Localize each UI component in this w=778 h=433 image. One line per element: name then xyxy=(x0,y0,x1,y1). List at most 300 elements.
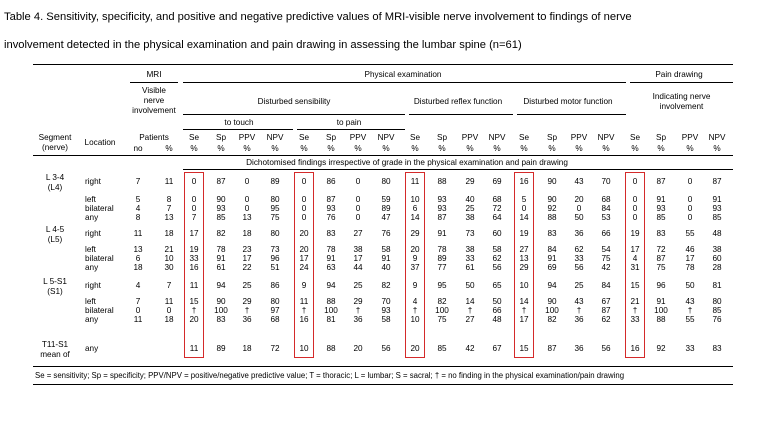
table-cell: 0 xyxy=(191,177,197,186)
table-cell: † xyxy=(301,306,307,315)
table-cell: 80 xyxy=(270,297,280,306)
header-to-touch: to touch xyxy=(224,118,254,127)
table-cell: 100 xyxy=(545,306,559,315)
table-cell: 6 xyxy=(135,254,141,263)
header-patients-no: no xyxy=(133,144,143,153)
table-cell: 5 xyxy=(521,195,527,204)
table-cell: 86 xyxy=(326,177,336,186)
table-cell: 36 xyxy=(574,229,584,238)
metric-header-18: PPV xyxy=(681,133,699,142)
table-cell: 36 xyxy=(242,315,252,324)
table-cell: 38 xyxy=(465,213,475,222)
se-highlight-box xyxy=(625,172,645,358)
metric-header-11: NPV xyxy=(488,133,506,142)
table-cell: 14 xyxy=(519,213,529,222)
table-cell: 19 xyxy=(189,245,199,254)
table-cell: 78 xyxy=(216,245,226,254)
table-cell: 87 xyxy=(437,213,447,222)
table-cell: 56 xyxy=(381,344,391,353)
table-cell: 0 xyxy=(355,213,361,222)
table-cell: 9 xyxy=(301,281,307,290)
rule-disturbed-reflex xyxy=(409,114,513,115)
table-cell: 75 xyxy=(270,213,280,222)
header-disturbed-reflex-function: Disturbed reflex function xyxy=(413,97,503,106)
table-cell: 78 xyxy=(685,263,695,272)
table-cell: 62 xyxy=(492,254,502,263)
row-location: bilateral xyxy=(85,254,114,263)
table-cell: 40 xyxy=(465,195,475,204)
table-cell: 85 xyxy=(712,306,722,315)
table-cell: † xyxy=(191,306,197,315)
table-cell: 93 xyxy=(437,195,447,204)
table-cell: 62 xyxy=(601,315,611,324)
table-cell: 7 xyxy=(135,297,141,306)
table-cell: 81 xyxy=(326,315,336,324)
metric-header-15: NPV xyxy=(597,133,615,142)
table-cell: 46 xyxy=(685,245,695,254)
table-cell: 17 xyxy=(189,229,199,238)
table-cell: 4 xyxy=(632,254,638,263)
table-cell: 96 xyxy=(270,254,280,263)
table-cell: 40 xyxy=(381,263,391,272)
table-cell: 11 xyxy=(133,315,143,324)
table-cell: 69 xyxy=(492,177,502,186)
rule-mri xyxy=(130,82,178,83)
table-cell: 55 xyxy=(685,229,695,238)
se-highlight-box xyxy=(184,172,204,358)
metric-header-unit-2: % xyxy=(243,144,251,153)
table-cell: 18 xyxy=(133,263,143,272)
metric-header-10: PPV xyxy=(461,133,479,142)
table-cell: 0 xyxy=(135,306,141,315)
table-cell: 66 xyxy=(601,229,611,238)
table-cell: † xyxy=(632,306,638,315)
table-cell: 0 xyxy=(244,195,250,204)
rule-physical-examination xyxy=(183,82,626,83)
table-cell: 0 xyxy=(687,195,693,204)
metric-header-unit-14: % xyxy=(575,144,583,153)
table-cell: 70 xyxy=(381,297,391,306)
table-cell: 47 xyxy=(381,213,391,222)
table-cell: 55 xyxy=(685,315,695,324)
table-cell: 87 xyxy=(547,344,557,353)
table-cell: 42 xyxy=(601,263,611,272)
table-cell: 100 xyxy=(654,306,668,315)
table-cell: 94 xyxy=(547,281,557,290)
table-cell: 53 xyxy=(601,213,611,222)
table-cell: 0 xyxy=(687,204,693,213)
table-cell: 65 xyxy=(492,281,502,290)
table-cell: 91 xyxy=(381,254,391,263)
table-cell: 36 xyxy=(574,344,584,353)
table-cell: 43 xyxy=(574,297,584,306)
header-visible-nerve-involvement: Visible nerve involvement xyxy=(132,86,176,115)
table-cell: 10 xyxy=(519,281,529,290)
table-cell: 7 xyxy=(166,281,172,290)
table-cell: 17 xyxy=(353,254,363,263)
rule-to-touch xyxy=(183,129,293,130)
table-cell: 0 xyxy=(244,204,250,213)
table-cell: 4 xyxy=(412,297,418,306)
table-cell: 10 xyxy=(299,344,309,353)
table-cell: † xyxy=(244,306,250,315)
table-cell: 33 xyxy=(630,315,640,324)
table-cell: 95 xyxy=(270,204,280,213)
table-cell: 75 xyxy=(601,254,611,263)
table-cell: 93 xyxy=(381,306,391,315)
table-cell: 0 xyxy=(632,213,638,222)
metric-header-unit-3: % xyxy=(271,144,279,153)
rule-pain-drawing xyxy=(630,82,733,83)
table-cell: 92 xyxy=(656,344,666,353)
table-cell: 91 xyxy=(437,229,447,238)
table-cell: 31 xyxy=(630,263,640,272)
row-location: any xyxy=(85,263,99,272)
table-cell: 9 xyxy=(412,254,418,263)
table-cell: 68 xyxy=(492,195,502,204)
table-cell: 16 xyxy=(630,344,640,353)
table-cell: 76 xyxy=(381,229,391,238)
table-cell: 0 xyxy=(355,195,361,204)
table-cell: 0 xyxy=(521,204,527,213)
table-cell: 7 xyxy=(166,204,172,213)
table-cell: 88 xyxy=(326,297,336,306)
table-cell: 14 xyxy=(410,213,420,222)
table-cell: 54 xyxy=(601,245,611,254)
table-cell: 0 xyxy=(301,177,307,186)
table-cell: 58 xyxy=(381,245,391,254)
table-cell: 0 xyxy=(301,204,307,213)
table-cell: 67 xyxy=(601,297,611,306)
table-cell: 13 xyxy=(133,245,143,254)
table-cell: 36 xyxy=(353,315,363,324)
table-cell: 83 xyxy=(326,229,336,238)
table-cell: 14 xyxy=(465,297,475,306)
table-cell: 7 xyxy=(191,213,197,222)
metric-header-unit-10: % xyxy=(466,144,474,153)
table-cell: 16 xyxy=(519,177,529,186)
table-cell: 20 xyxy=(299,245,309,254)
table-cell: 82 xyxy=(547,315,557,324)
table-cell: 24 xyxy=(299,263,309,272)
table-cell: 67 xyxy=(492,344,502,353)
metric-header-unit-9: % xyxy=(438,144,446,153)
table-cell: 78 xyxy=(326,245,336,254)
row-location: any xyxy=(85,344,99,353)
table-cell: 77 xyxy=(437,263,447,272)
table-cell: 100 xyxy=(324,306,338,315)
header-physical-examination: Physical examination xyxy=(364,70,442,79)
table-cell: 18 xyxy=(164,315,174,324)
table-cell: 19 xyxy=(519,229,529,238)
se-highlight-box xyxy=(405,172,425,358)
footnote-top-rule xyxy=(33,366,733,367)
table-cell: 97 xyxy=(270,306,280,315)
table-cell: 16 xyxy=(299,315,309,324)
table-cell: 0 xyxy=(355,204,361,213)
table-cell: 50 xyxy=(574,213,584,222)
row-location: left xyxy=(85,297,96,306)
table-cell: 19 xyxy=(630,229,640,238)
table-cell: 7 xyxy=(135,177,141,186)
table-cell: 61 xyxy=(216,263,226,272)
table-cell: 91 xyxy=(326,254,336,263)
table-cell: 18 xyxy=(242,344,252,353)
row-location: right xyxy=(85,281,101,290)
table-cell: 90 xyxy=(216,297,226,306)
table-cell: 0 xyxy=(166,306,172,315)
table-cell: 88 xyxy=(437,177,447,186)
header-to-pain: to pain xyxy=(336,118,362,127)
metric-header-5: Sp xyxy=(325,133,337,142)
table-cell: 85 xyxy=(712,213,722,222)
table-cell: 0 xyxy=(632,177,638,186)
table-cell: 4 xyxy=(135,204,141,213)
table-cell: 0 xyxy=(301,213,307,222)
table-cell: 56 xyxy=(601,344,611,353)
table-cell: 25 xyxy=(574,281,584,290)
rule-disturbed-sensibility xyxy=(183,114,405,115)
table-cell: 56 xyxy=(492,263,502,272)
table-cell: 11 xyxy=(189,281,199,290)
metric-header-14: PPV xyxy=(570,133,588,142)
metric-header-unit-18: % xyxy=(686,144,694,153)
table-cell: 84 xyxy=(601,204,611,213)
metric-header-unit-8: % xyxy=(411,144,419,153)
table-cell: 29 xyxy=(353,297,363,306)
table-cell: 27 xyxy=(519,245,529,254)
metric-header-unit-11: % xyxy=(493,144,501,153)
header-patients: Patients xyxy=(139,133,169,142)
metric-header-unit-5: % xyxy=(327,144,335,153)
metric-header-unit-7: % xyxy=(382,144,390,153)
table-cell: 33 xyxy=(574,254,584,263)
metric-header-4: Se xyxy=(298,133,310,142)
table-cell: 15 xyxy=(189,297,199,306)
table-cell: 25 xyxy=(465,204,475,213)
table-cell: 30 xyxy=(164,263,174,272)
table-cell: 56 xyxy=(574,263,584,272)
metric-header-6: PPV xyxy=(349,133,367,142)
row-location: right xyxy=(85,177,101,186)
table-cell: 20 xyxy=(574,195,584,204)
table-cell: 60 xyxy=(712,254,722,263)
table-cell: 72 xyxy=(270,344,280,353)
table-cell: 87 xyxy=(601,306,611,315)
table-cell: 100 xyxy=(435,306,449,315)
row-location: left xyxy=(85,245,96,254)
table-cell: 0 xyxy=(244,177,250,186)
table-cell: 89 xyxy=(270,177,280,186)
table-cell: 88 xyxy=(547,213,557,222)
table-cell: 70 xyxy=(601,177,611,186)
table-cell: 81 xyxy=(712,281,722,290)
table-cell: 84 xyxy=(601,281,611,290)
table-cell: 9 xyxy=(412,281,418,290)
table-cell: 38 xyxy=(465,245,475,254)
metric-header-unit-13: % xyxy=(548,144,556,153)
table-cell: 20 xyxy=(299,229,309,238)
table-cell: 25 xyxy=(353,281,363,290)
table-cell: 92 xyxy=(547,204,557,213)
table-cell: 22 xyxy=(242,263,252,272)
table-cell: 100 xyxy=(214,306,228,315)
table-cell: † xyxy=(521,306,527,315)
table-cell: 28 xyxy=(712,263,722,272)
table-cell: 73 xyxy=(465,229,475,238)
table-cell: 75 xyxy=(656,263,666,272)
table-cell: 44 xyxy=(353,263,363,272)
table-cell: 17 xyxy=(299,254,309,263)
table-cell: 18 xyxy=(164,229,174,238)
table-cell: 42 xyxy=(465,344,475,353)
table-cell: 69 xyxy=(547,263,557,272)
table-cell: 66 xyxy=(492,306,502,315)
header-patients-pct: % xyxy=(165,144,173,153)
table-cell: 20 xyxy=(410,344,420,353)
header-segment: Segment (nerve) xyxy=(38,133,72,152)
segment-label: L 5-S1 (S1) xyxy=(43,277,67,296)
table-cell: 85 xyxy=(656,213,666,222)
table-cell: 20 xyxy=(410,245,420,254)
table-cell: 10 xyxy=(410,315,420,324)
table-cell: 83 xyxy=(656,229,666,238)
table-cell: 11 xyxy=(164,177,174,186)
se-highlight-box xyxy=(294,172,314,358)
header-pain-drawing: Pain drawing xyxy=(655,70,703,79)
table-cell: 82 xyxy=(437,297,447,306)
table-cell: 17 xyxy=(630,245,640,254)
table-cell: 13 xyxy=(519,254,529,263)
table-cell: 0 xyxy=(632,195,638,204)
table-cell: 93 xyxy=(326,204,336,213)
table-cell: 91 xyxy=(216,254,226,263)
table-cell: 85 xyxy=(437,344,447,353)
table-cell: 14 xyxy=(519,297,529,306)
table-cell: 60 xyxy=(492,229,502,238)
table-cell: 50 xyxy=(492,297,502,306)
table-cell: 36 xyxy=(574,315,584,324)
table-cell: 33 xyxy=(189,254,199,263)
metric-header-unit-0: % xyxy=(190,144,198,153)
table-caption-line-2: involvement detected in the physical examination and pain drawing in assessing the lumbar spine (n=61) xyxy=(4,39,522,51)
header-disturbed-sensibility: Disturbed sensibility xyxy=(257,97,331,106)
note-rule xyxy=(183,169,733,170)
table-cell: 29 xyxy=(242,297,252,306)
table-cell: 8 xyxy=(135,213,141,222)
table-cell: 51 xyxy=(270,263,280,272)
table-cell: 76 xyxy=(326,213,336,222)
table-cell: 87 xyxy=(656,254,666,263)
row-location: any xyxy=(85,315,99,324)
table-cell: 68 xyxy=(270,315,280,324)
metric-header-unit-4: % xyxy=(300,144,308,153)
header-location: Location xyxy=(84,138,116,147)
table-cell: 91 xyxy=(712,195,722,204)
segment-label: L 3-4 (L4) xyxy=(45,173,65,192)
table-cell: 83 xyxy=(216,315,226,324)
table-cell: 86 xyxy=(270,281,280,290)
table-cell: 0 xyxy=(687,213,693,222)
table-cell: 64 xyxy=(492,213,502,222)
table-cell: 11 xyxy=(299,297,309,306)
table-cell: 29 xyxy=(519,263,529,272)
row-location: right xyxy=(85,229,101,238)
table-cell: † xyxy=(576,306,582,315)
metric-header-unit-16: % xyxy=(631,144,639,153)
table-caption-line-1: Table 4. Sensitivity, specificity, and positive and negative predictive values of MRI-visible nerve involvement to findings of nerve xyxy=(4,11,632,23)
table-cell: 68 xyxy=(601,195,611,204)
table-cell: 20 xyxy=(189,315,199,324)
header-indicating-nerve-involvement: Indicating nerve involvement xyxy=(652,92,711,111)
metric-header-1: Sp xyxy=(215,133,227,142)
table-cell: 90 xyxy=(547,177,557,186)
table-cell: 15 xyxy=(519,344,529,353)
table-cell: 84 xyxy=(547,245,557,254)
row-location: bilateral xyxy=(85,204,114,213)
header-disturbed-motor-function: Disturbed motor function xyxy=(523,97,613,106)
table-cell: 17 xyxy=(685,254,695,263)
metric-header-16: Se xyxy=(629,133,641,142)
table-cell: 11 xyxy=(164,297,174,306)
table-cell: 93 xyxy=(656,204,666,213)
table-cell: 4 xyxy=(135,281,141,290)
table-cell: 20 xyxy=(353,344,363,353)
metric-header-2: PPV xyxy=(238,133,256,142)
rule-disturbed-motor xyxy=(517,114,626,115)
table-cell: 83 xyxy=(712,344,722,353)
table-cell: 95 xyxy=(437,281,447,290)
table-cell: 0 xyxy=(191,204,197,213)
table-cell: 62 xyxy=(574,245,584,254)
table-cell: 0 xyxy=(191,195,197,204)
metric-header-7: NPV xyxy=(377,133,395,142)
table-cell: 17 xyxy=(519,315,529,324)
header-bottom-rule xyxy=(33,155,733,156)
table-cell: 78 xyxy=(437,245,447,254)
table-cell: 38 xyxy=(353,245,363,254)
dichotomised-note: Dichotomised findings irrespective of grade in the physical examination and pain drawing xyxy=(246,158,568,167)
metric-header-13: Sp xyxy=(546,133,558,142)
table-cell: 63 xyxy=(326,263,336,272)
table-cell: 33 xyxy=(465,254,475,263)
table-cell: 0 xyxy=(576,204,582,213)
table-cell: 11 xyxy=(133,229,143,238)
metric-header-9: Sp xyxy=(436,133,448,142)
metric-header-unit-19: % xyxy=(713,144,721,153)
table-cell: 72 xyxy=(492,204,502,213)
table-cell: 90 xyxy=(216,195,226,204)
table-cell: 11 xyxy=(410,177,420,186)
table-cell: 87 xyxy=(326,195,336,204)
table-cell: 29 xyxy=(410,229,420,238)
table-cell: † xyxy=(355,306,361,315)
table-cell: 25 xyxy=(242,281,252,290)
table-cell: † xyxy=(467,306,473,315)
table-cell: 91 xyxy=(547,254,557,263)
table-cell: 94 xyxy=(216,281,226,290)
metric-header-unit-6: % xyxy=(354,144,362,153)
table-cell: 38 xyxy=(712,245,722,254)
segment-label: L 4-5 (L5) xyxy=(45,225,65,244)
table-cell: 6 xyxy=(412,204,418,213)
table-cell: † xyxy=(412,306,418,315)
metric-header-0: Se xyxy=(188,133,200,142)
table-cell: 0 xyxy=(301,195,307,204)
metric-header-8: Se xyxy=(409,133,421,142)
metric-header-unit-15: % xyxy=(602,144,610,153)
table-cell: 82 xyxy=(381,281,391,290)
